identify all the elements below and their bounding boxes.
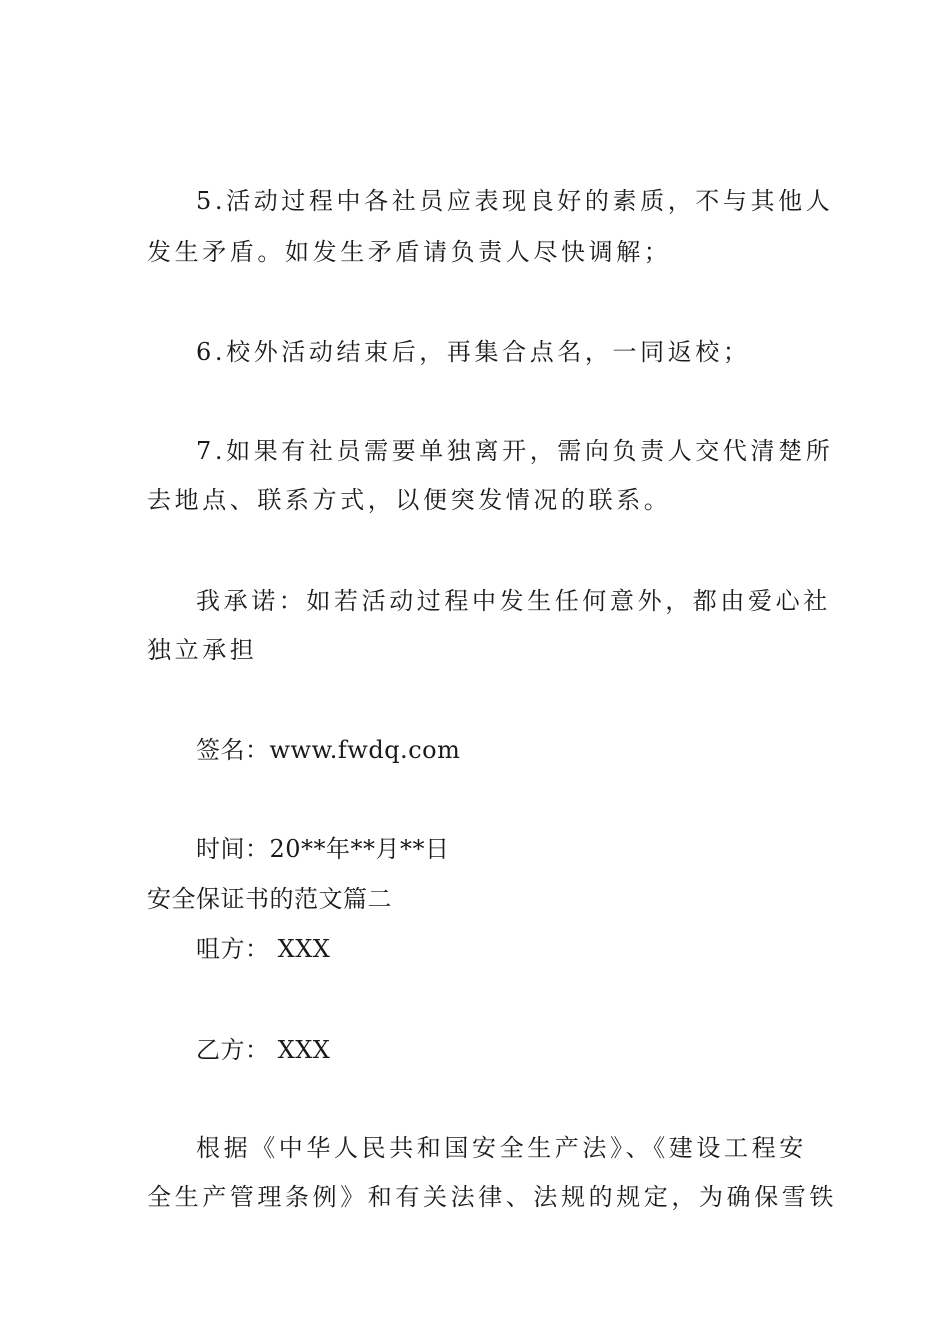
pledge-line-1: 我承诺：如若活动过程中发生任何意外，都由爱心社 bbox=[196, 587, 831, 615]
item-5-line-1: 5.活动过程中各社员应表现良好的素质，不与其他人 bbox=[196, 187, 834, 215]
item-6-line-1: 6.校外活动结束后，再集合点名，一同返校； bbox=[196, 338, 751, 366]
pledge-line-2: 独立承担 bbox=[147, 636, 258, 664]
basis-line-1: 根据《中华人民共和国安全生产法》、《建设工程安 bbox=[196, 1134, 807, 1162]
party-a-line: 咀方： XXX bbox=[196, 935, 331, 963]
basis-line-2: 全生产管理条例》和有关法律、法规的规定，为确保雪铁 bbox=[147, 1183, 837, 1211]
item-5-line-2: 发生矛盾。如发生矛盾请负责人尽快调解； bbox=[147, 238, 672, 266]
signature-line: 签名：www.fwdq.com bbox=[196, 736, 461, 764]
section-title: 安全保证书的范文篇二 bbox=[147, 885, 392, 913]
date-line: 时间：20**年**月**日 bbox=[196, 835, 450, 863]
item-7-line-1: 7.如果有社员需要单独离开，需向负责人交代清楚所 bbox=[196, 437, 834, 465]
item-7-line-2: 去地点、联系方式，以便突发情况的联系。 bbox=[147, 486, 672, 514]
party-b-line: 乙方： XXX bbox=[196, 1036, 331, 1064]
